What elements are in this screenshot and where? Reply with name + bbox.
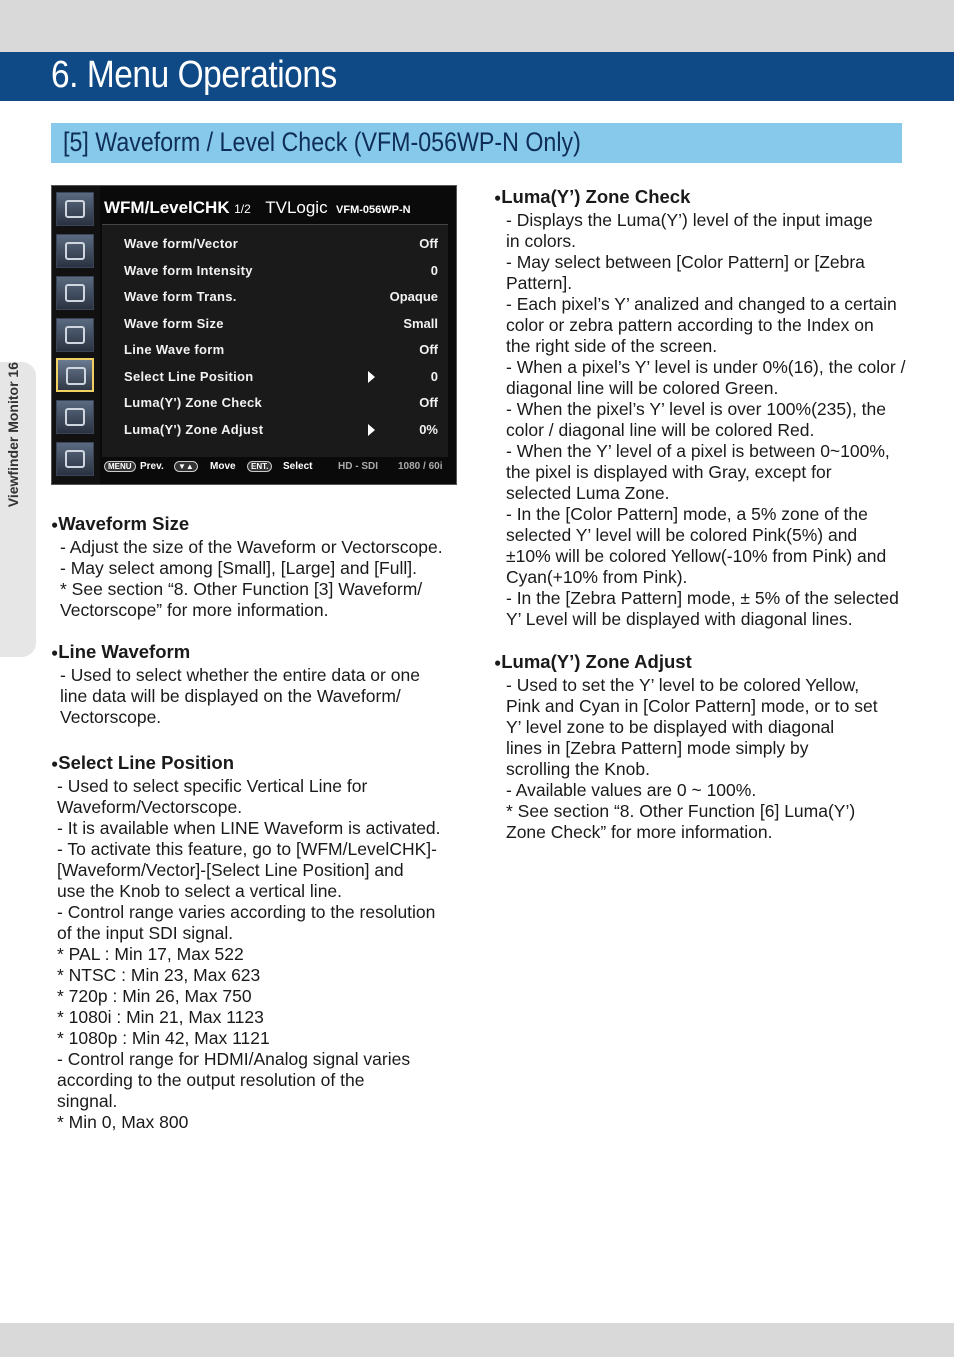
left-column: ●Waveform Size - Adjust the size of the Waveform or Vectorscope. - May select among [Small], [Large] and [Full]. * See section “8. Other Function [3] Waveform/ Vectorscope” for more information. (51, 513, 443, 620)
arrow-right-icon (368, 371, 375, 383)
osd-menu-item: Luma(Y') Zone Check Off (124, 395, 438, 410)
side-tab (0, 362, 36, 657)
osd-menu-item: Wave form Trans. Opaque (124, 289, 438, 304)
top-band (0, 0, 954, 52)
wrench-icon (56, 442, 94, 476)
chapter-title: 6. Menu Operations (51, 54, 337, 96)
side-tab-label: Viewfinder Monitor 16 (5, 362, 21, 508)
monitor-icon (56, 192, 94, 226)
osd-header (104, 198, 411, 218)
osd-brand: TVLogic (265, 198, 328, 217)
picture-icon (56, 276, 94, 310)
bullet-icon: ● (51, 645, 59, 660)
section-title: [5] Waveform / Level Check (VFM-056WP-N Only) (63, 127, 581, 157)
enter-key: ENT. (247, 461, 272, 472)
color-palette-icon (56, 234, 94, 268)
osd-title: WFM/LevelCHK (104, 198, 230, 217)
osd-menu-item: Select Line Position 0 (124, 369, 438, 384)
waveform-icon (56, 358, 94, 392)
right-column-2: ●Luma(Y’) Zone Adjust - Used to set the Y’ level to be colored Yellow, Pink and Cyan in [Color Pattern] mode, or to set Y’ level zone to be displayed with diagonal lines in [Zebra Pattern] mode simply by scrolling the Knob. - Available values are 0 ~ 100%. * See section “8. Other Function [6] Luma(Y’) Zone Check” for more information. (494, 651, 878, 842)
bullet-icon: ● (494, 190, 502, 205)
osd-page: 1/2 (234, 202, 251, 216)
left-column-2: ●Line Waveform - Used to select whether the entire data or one line data will be displayed on the Waveform/ Vectorscope. (51, 641, 420, 727)
right-column: ●Luma(Y’) Zone Check - Displays the Luma(Y’) level of the input image in colors. - May select between [Color Pattern] or [Zebra Pattern]. - Each pixel’s Y’ analized and changed to a certain color or zebra pattern according to the Index on the right side of the screen. - When a pixel’s Y’ level is under 0%(16), the color / diagonal line will be colored Green. - When the pixel’s Y’ level is over 100%(235), the color / diagonal line will be colored Red. - When the Y’ level of a pixel is between 0~100%, the pixel is displayed with Gray, except for selected Luma Zone. - In the [Color Pattern] mode, a 5% zone of the selected Y’ level will be colored Pink(5%) and ±10% will be colored Yellow(-10% from Pink) and Cyan(+10% from Pink). - In the [Zebra Pattern] mode, ± 5% of the selected Y’ Level will be displayed with diagonal lines. (494, 186, 906, 629)
left-column-3: ●Select Line Position - Used to select specific Vertical Line for Waveform/Vectorscope. - It is available when LINE Waveform is activated. - To activate this feature, go to [WFM/LevelCHK]- [Waveform/Vector]-[Select Line Position] and use the Knob to select a vertical line. - Control range varies according to the resolution of the input SDI signal. * PAL : Min 17, Max 522 * NTSC : Min 23, Max 623 * 720p : Min 26, Max 750 * 1080i : Min 21, Max 1123 * 1080p : Min 42, Max 1121 - Control range for HDMI/Analog signal varies according to the output resolution of the singnal. * Min 0, Max 800 (51, 752, 441, 1132)
osd-menu-screenshot (51, 185, 457, 485)
osd-icon-column (52, 186, 100, 485)
chapter-title-bar (0, 52, 954, 101)
link-icon (56, 400, 94, 434)
osd-menu-panel (102, 224, 448, 457)
heading-luma-zone-adjust: ●Luma(Y’) Zone Adjust (494, 651, 692, 672)
bottom-band (0, 1323, 954, 1357)
updown-key: ▼▲ (174, 461, 198, 472)
heading-line-waveform: ●Line Waveform (51, 641, 191, 662)
arrow-right-icon (368, 424, 375, 436)
bullet-icon: ● (51, 517, 59, 532)
osd-menu-item: Wave form/Vector Off (124, 236, 438, 251)
osd-menu-item: Wave form Intensity 0 (124, 263, 438, 278)
osd-menu-item: Luma(Y') Zone Adjust 0% (124, 422, 438, 437)
section-title-bar (51, 123, 902, 163)
menu-key: MENU (104, 461, 136, 472)
heading-waveform-size: ●Waveform Size (51, 513, 190, 534)
heading-select-line-position: ●Select Line Position (51, 752, 235, 773)
bullet-icon: ● (494, 655, 502, 670)
speaker-icon (56, 318, 94, 352)
bullet-icon: ● (51, 756, 59, 771)
osd-model: VFM-056WP-N (336, 204, 411, 216)
osd-footer: MENU Prev. ▼▲ Move ENT. Select HD - SDI 1080 / 60i (104, 459, 450, 477)
osd-menu-item: Wave form Size Small (124, 316, 438, 331)
heading-luma-zone-check: ●Luma(Y’) Zone Check (494, 186, 691, 207)
osd-menu-item: Line Wave form Off (124, 342, 438, 357)
